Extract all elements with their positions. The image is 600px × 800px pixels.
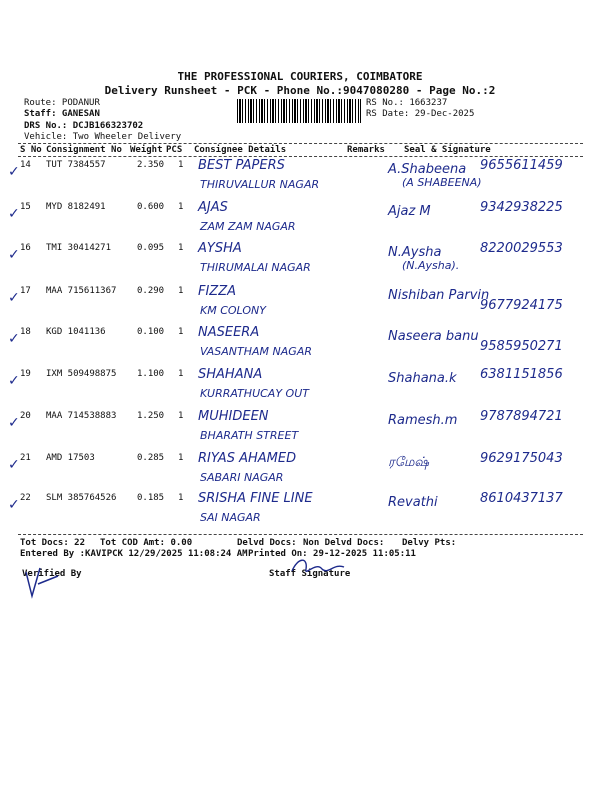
consignee-name: AJAS [198,200,228,215]
entered-by: Entered By :KAVIPCK 12/29/2025 11:08:24 AM [20,549,248,559]
row-pcs: 1 [178,243,184,253]
row-sno: 14 [20,160,31,170]
row-consignment: MYD 8182491 [46,202,106,212]
receiver-phone: 8610437137 [480,491,563,506]
verified-by: Verified By [22,569,82,579]
row-pcs: 1 [178,453,184,463]
receiver-signature: Nishiban Parvin [388,288,490,303]
consignee-name: BEST PAPERS [198,158,285,173]
receiver-signature: ரமேஷ் [388,455,429,470]
tot-cod: Tot COD Amt: 0.00 [100,538,193,548]
row-consignment: MAA 715611367 [46,286,117,296]
staff: Staff: GANESAN [24,109,100,119]
printed-on: Printed On: 29-12-2025 11:05:11 [248,549,416,559]
row-pcs: 1 [178,369,184,379]
row-weight: 2.350 [137,160,165,170]
tick-icon: ✓ [8,373,20,389]
row-sno: 22 [20,493,31,503]
tick-icon: ✓ [8,206,20,222]
divider [18,534,583,535]
row-sno: 18 [20,327,31,337]
consignee-name: SRISHA FINE LINE [198,491,313,506]
row-consignment: TMI 30414271 [46,243,112,253]
delvy-pts: Delvy Pts: [402,538,457,548]
staff-signature: Staff Signature [269,569,351,579]
verifier-signature [18,562,68,602]
tick-icon: ✓ [8,164,20,180]
divider [18,143,583,144]
row-pcs: 1 [178,160,184,170]
receiver-signature: Revathi [388,495,438,510]
col-consignment: Consignment No [46,145,122,155]
delvd-docs: Delvd Docs: [237,538,297,548]
receiver-phone: 9629175043 [480,451,563,466]
col-consignee: Consignee Details [194,145,287,155]
drs-number: DRS No.: DCJB166323702 [24,121,144,131]
receiver-phone: 8220029553 [480,241,563,256]
rs-date: RS Date: 29-Dec-2025 [366,109,475,119]
consignee-address: ZAM ZAM NAGAR [200,220,296,233]
receiver-phone: 9787894721 [480,409,563,424]
receiver-name: (A SHABEENA) [402,176,482,189]
row-sno: 19 [20,369,31,379]
receiver-phone: 9655611459 [480,158,563,173]
consignee-name: NASEERA [198,325,260,340]
consignee-address: THIRUVALLUR NAGAR [200,178,320,191]
receiver-signature: A.Shabeena [388,162,467,177]
row-sno: 15 [20,202,31,212]
consignee-name: AYSHA [198,241,242,256]
row-consignment: TUT 7384557 [46,160,106,170]
route: Route: PODANUR [24,98,100,108]
company-title: THE PROFESSIONAL COURIERS, COIMBATORE [177,70,423,83]
consignee-name: SHAHANA [198,367,263,382]
row-pcs: 1 [178,286,184,296]
receiver-signature: Naseera banu [388,329,479,344]
consignee-address: SAI NAGAR [200,511,261,524]
row-consignment: KGD 1041136 [46,327,106,337]
row-pcs: 1 [178,327,184,337]
row-sno: 21 [20,453,31,463]
receiver-signature: Shahana.k [388,371,457,386]
tick-icon: ✓ [8,415,20,431]
row-sno: 17 [20,286,31,296]
runsheet-title: Delivery Runsheet - PCK - Phone No.:9047080280 - Page No.:2 [104,84,496,97]
receiver-phone: 9677924175 [480,298,563,313]
staff-signature-mark [288,555,348,579]
barcode [237,99,361,123]
col-pcs: PCS [166,145,183,155]
row-pcs: 1 [178,493,184,503]
receiver-signature: N.Aysha [388,245,442,260]
consignee-name: RIYAS AHAMED [198,451,297,466]
tick-icon: ✓ [8,497,20,513]
consignee-name: FIZZA [198,284,237,299]
row-weight: 0.100 [137,327,165,337]
row-consignment: MAA 714538883 [46,411,117,421]
row-weight: 1.250 [137,411,165,421]
row-sno: 20 [20,411,31,421]
col-remarks: Remarks [347,145,385,155]
tick-icon: ✓ [8,290,20,306]
receiver-signature: Ramesh.m [388,413,458,428]
row-weight: 1.100 [137,369,165,379]
receiver-phone: 9342938225 [480,200,563,215]
row-consignment: IXM 509498875 [46,369,117,379]
tick-icon: ✓ [8,247,20,263]
tick-icon: ✓ [8,331,20,347]
col-weight: Weight [130,145,163,155]
divider [18,156,583,157]
row-weight: 0.600 [137,202,165,212]
row-weight: 0.185 [137,493,165,503]
consignee-address: KM COLONY [200,304,266,317]
consignee-address: SABARI NAGAR [200,471,284,484]
row-pcs: 1 [178,202,184,212]
row-consignment: SLM 385764526 [46,493,117,503]
consignee-address: BHARATH STREET [200,429,299,442]
receiver-phone: 6381151856 [480,367,563,382]
consignee-address: VASANTHAM NAGAR [200,345,312,358]
tick-icon: ✓ [8,457,20,473]
consignee-address: KURRATHUCAY OUT [200,387,309,400]
vehicle: Vehicle: Two Wheeler Delivery [24,132,182,142]
receiver-signature: Ajaz M [388,204,431,219]
consignee-name: MUHIDEEN [198,409,269,424]
row-weight: 0.290 [137,286,165,296]
receiver-name: (N.Aysha). [402,259,460,272]
consignee-address: THIRUMALAI NAGAR [200,261,311,274]
row-consignment: AMD 17503 [46,453,95,463]
row-weight: 0.095 [137,243,165,253]
row-weight: 0.285 [137,453,165,463]
col-sno: S No [20,145,42,155]
row-sno: 16 [20,243,31,253]
row-pcs: 1 [178,411,184,421]
receiver-phone: 9585950271 [480,339,563,354]
col-seal: Seal & Signature [404,145,491,155]
tot-docs: Tot Docs: 22 [20,538,86,548]
non-delvd-docs: Non Delvd Docs: [303,538,385,548]
rs-number: RS No.: 1663237 [366,98,448,108]
